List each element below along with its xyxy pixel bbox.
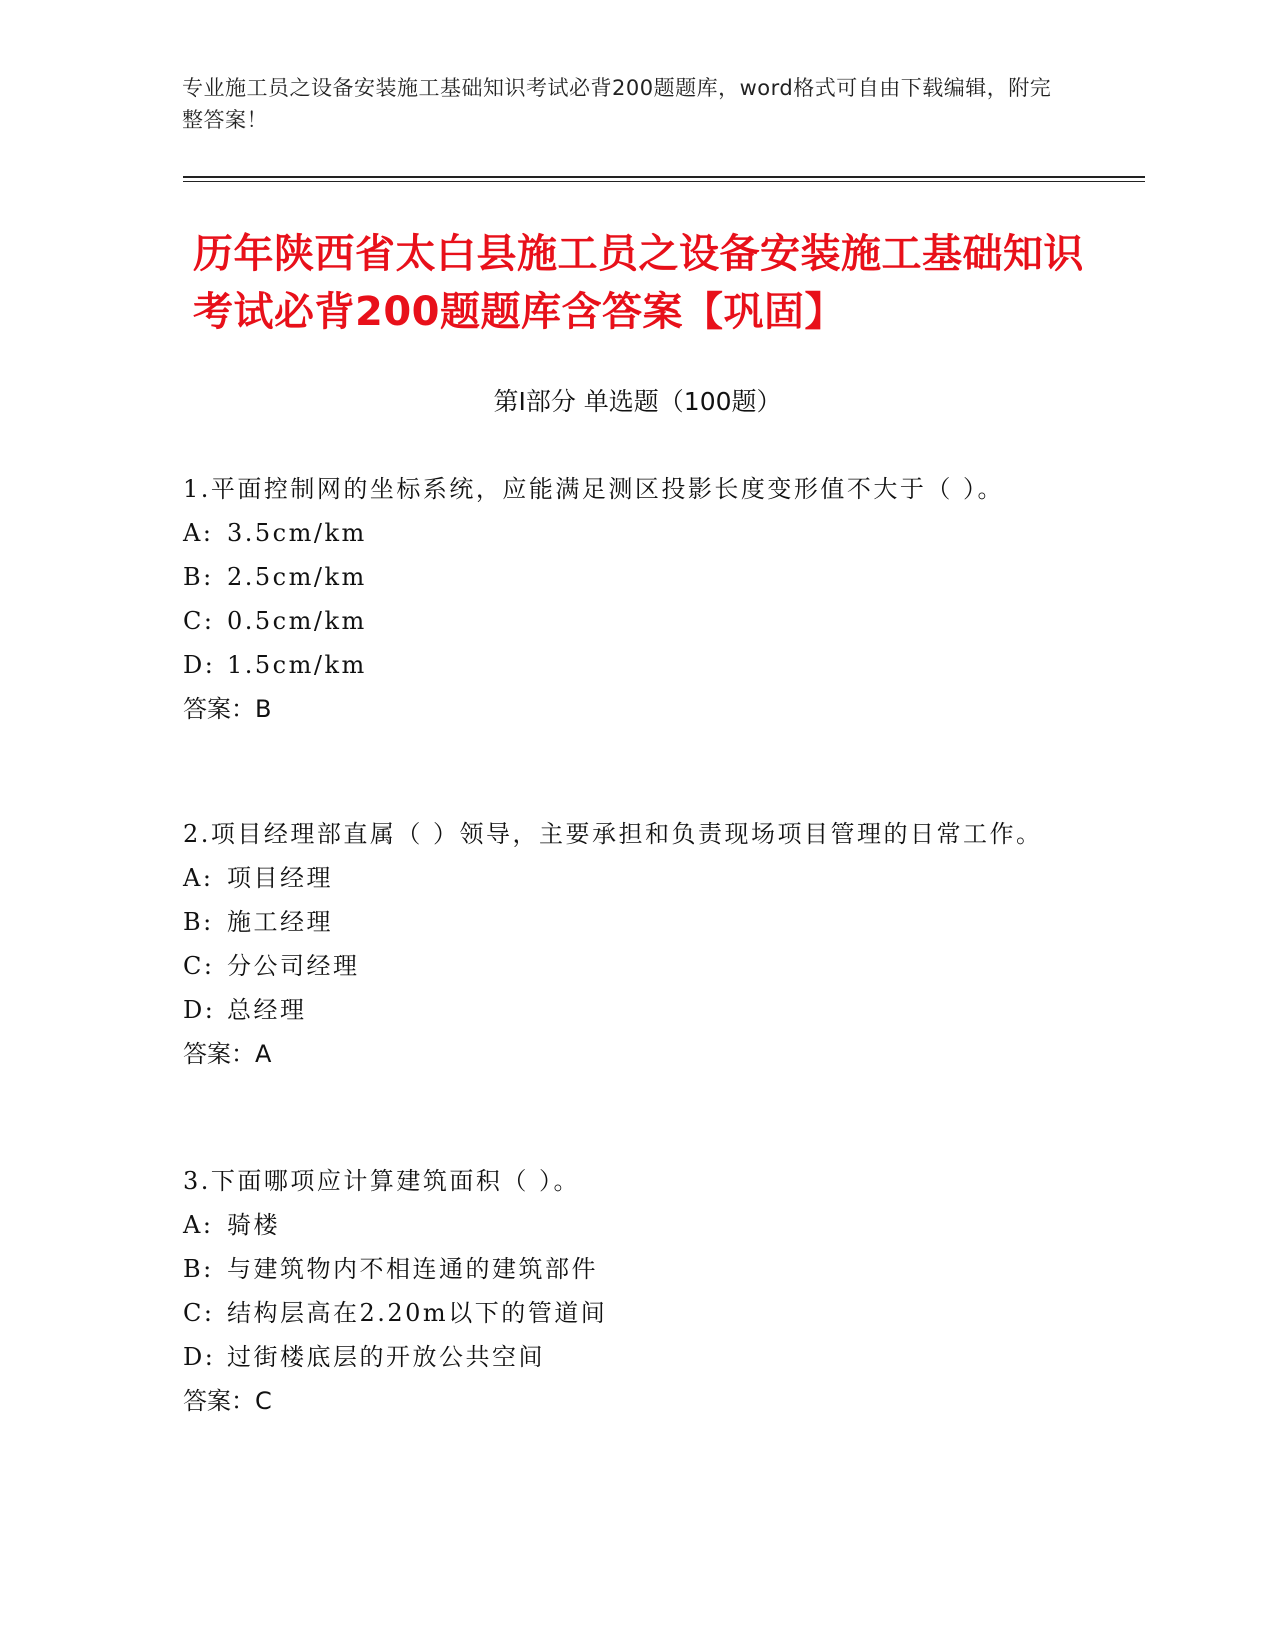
option-text: 结构层高在2.20m以下的管道间 (227, 1299, 608, 1327)
option-text: 2.5cm/km (227, 563, 367, 591)
option-text: 施工经理 (227, 908, 333, 936)
option-letter: D: (183, 1343, 216, 1371)
option-text: 过街楼底层的开放公共空间 (227, 1343, 545, 1371)
option-letter: B: (183, 1255, 214, 1283)
section-heading: 第Ⅰ部分 单选题（100题） (493, 387, 782, 416)
option-letter: B: (183, 908, 214, 936)
option-letter: C: (183, 1299, 215, 1327)
option-a (183, 1203, 1083, 1247)
option-c (183, 599, 1083, 643)
option-a (183, 856, 1083, 900)
answer-line: 答案：C (183, 1387, 272, 1415)
question-2 (183, 812, 1083, 1076)
option-letter: C: (183, 952, 215, 980)
option-text: 总经理 (227, 996, 307, 1024)
question-stem: 3.下面哪项应计算建筑面积（ ）。 (183, 1167, 581, 1195)
option-letter: A: (183, 864, 214, 892)
question-1 (183, 467, 1083, 731)
question-stem: 1.平面控制网的坐标系统，应能满足测区投影长度变形值不大于（ ）。 (183, 475, 1005, 503)
option-text: 0.5cm/km (227, 607, 367, 635)
answer-line: 答案：B (183, 695, 272, 723)
header-divider-thick (183, 176, 1145, 178)
question-stem: 2.项目经理部直属（ ）领导，主要承担和负责现场项目管理的日常工作。 (183, 820, 1043, 848)
option-d (183, 988, 1083, 1032)
header-divider-thin (183, 181, 1145, 182)
question-3 (183, 1159, 1083, 1423)
option-d (183, 643, 1083, 687)
document-title: 历年陕西省太白县施工员之设备安装施工基础知识考试必背200题题库含答案【巩固】 (193, 231, 1084, 335)
intro-text: 专业施工员之设备安装施工基础知识考试必背200题题库，word格式可自由下载编辑，附完整答案！ (182, 76, 1052, 132)
option-text: 3.5cm/km (227, 519, 367, 547)
option-letter: A: (183, 1211, 214, 1239)
option-a (183, 511, 1083, 555)
option-letter: D: (183, 996, 216, 1024)
option-text: 与建筑物内不相连通的建筑部件 (227, 1255, 598, 1283)
option-b (183, 555, 1083, 599)
option-text: 项目经理 (227, 864, 333, 892)
option-text: 1.5cm/km (227, 651, 367, 679)
option-d (183, 1335, 1083, 1379)
option-c (183, 944, 1083, 988)
option-text: 骑楼 (227, 1211, 280, 1239)
option-letter: B: (183, 563, 214, 591)
option-b (183, 900, 1083, 944)
option-c (183, 1291, 1083, 1335)
answer-line: 答案：A (183, 1040, 272, 1068)
option-text: 分公司经理 (227, 952, 360, 980)
option-letter: C: (183, 607, 215, 635)
option-b (183, 1247, 1083, 1291)
option-letter: D: (183, 651, 216, 679)
option-letter: A: (183, 519, 214, 547)
